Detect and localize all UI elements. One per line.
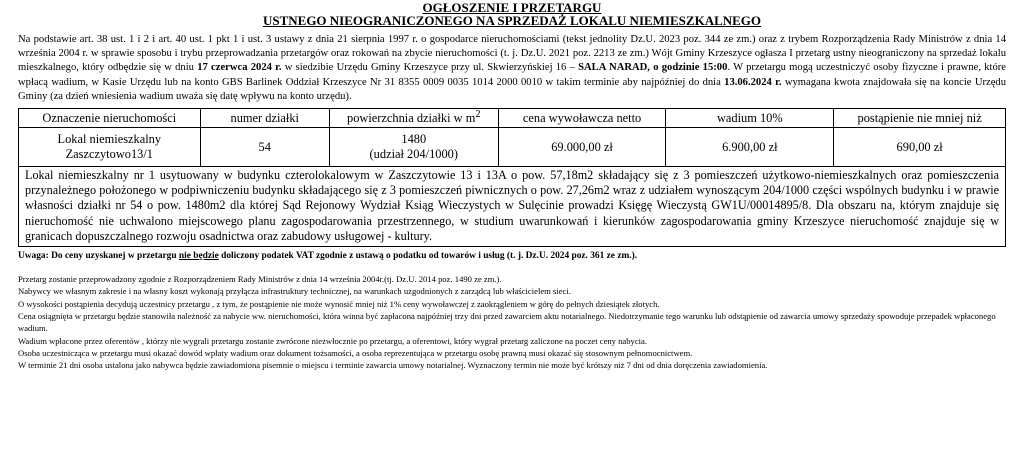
offer-table (18, 108, 1006, 167)
note-item: Nabywcy we własnym zakresie i na własny koszt wykonają przyłącza infrastruktury technicznej, na warunkach uzgodnionych z zarządcą lub właścicielem sieci. (18, 286, 571, 297)
intro-text-4: wymagana kwota znajdowała się na koncie Urzędu Gminy (za dzień wniesienia wadium uważa się datę wpływu na konto urzędu). (18, 76, 1006, 102)
header-plot-area-sup: 2 (475, 109, 481, 121)
announcement-page (0, 1, 1024, 458)
vat-warning-pre: Uwaga: Do ceny uzyskanej w przetargu (18, 251, 179, 262)
deposit-deadline: 13.06.2024 r. (724, 76, 782, 88)
cell-starting-price: 69.000,00 zł (498, 128, 666, 167)
cell-property (19, 128, 201, 167)
table-header-row (19, 109, 1006, 128)
intro-paragraph (18, 33, 1006, 104)
note-item: Przetarg zostanie przeprowadzony zgodnie z Rozporządzeniem Rady Ministrów z dnia 14 września 2004r.(tj. Dz.U. 2014 poz. 1490 ze zm.). (18, 274, 502, 285)
auction-place-time: SALA NARAD, o godzinie 15:00 (578, 62, 728, 74)
auction-date: 17 czerwca 2024 r. (197, 62, 282, 74)
intro-text-1: Na podstawie art. 38 ust. 1 i 2 i art. 40 ust. 1 pkt 1 i ust. 3 ustawy z dnia 21 sierpnia 1997 r. o gospodarce nieruchomościami (tekst jednolity Dz.U. 2023 poz. 344 ze zm.) oraz z trybem Rozporządzenia Rady Ministrów z dnia 14 września 2004 r. w sprawie sposobu i trybu przeprowadzania przetargów oraz rokowań na zbycie nieruchomości (t. j. Dz.U. 2021 poz. 2213 ze zm.) Wójt Gminy Krzeszyce ogłasza I przetarg ustny nieograniczony na sprzedaż lokalu mieszkalnego, który odbędzie się w dniu (18, 34, 1006, 74)
note-item: W terminie 21 dni osoba ustalona jako nabywca będzie zawiadomiona pisemnie o miejscu i terminie zawarcia umowy notarialnej. Wyznaczony termin nie może być krótszy niż 7 dni od dnia doręczenia zawiadomienia. (18, 360, 768, 371)
note-item: Osoba uczestnicząca w przetargu musi okazać dowód wpłaty wadium oraz dokument tożsamości, a osoba reprezentująca w przetargu osobę prawną musi okazać się stosownym pełnomocnictwem. (18, 347, 693, 358)
header-min-increment: postąpienie nie mniej niż (834, 109, 1006, 128)
intro-text-2: w siedzibie Urzędu Gminy Krzeszyce przy ul. Skwierzyńskiej 16 – (281, 62, 579, 74)
header-starting-price: cena wywoławcza netto (498, 109, 666, 128)
cell-plot-number: 54 (200, 128, 329, 167)
cell-plot-area (329, 128, 498, 167)
title-line-2: USTNEGO NIEOGRANICZONEGO NA SPRZEDAŻ LOKALU NIEMIESZKALNEGO (262, 13, 762, 28)
cell-property-line2: Zaszczytowo13/1 (65, 147, 153, 162)
cell-min-increment: 690,00 zł (834, 128, 1006, 167)
vat-warning (18, 250, 1006, 262)
header-property: Oznaczenie nieruchomości (19, 109, 201, 128)
auction-notes (18, 273, 1006, 371)
intro-text-3: . W przetargu mogą uczestniczyć osoby fizyczne i prawne, które wpłacą wadium, w Kasie Urzędu lub na konto GBS Barlinek Oddział Krzeszyce Nr 31 8355 0009 0035 1014 2000 0010 w takim terminie aby najpóźniej do dnia (18, 62, 1006, 88)
cell-plot-area-line2: (udział 204/1000) (369, 147, 458, 162)
vat-warning-underlined: nie będzie (178, 251, 219, 262)
cell-property-line1: Lokal niemieszkalny (57, 132, 162, 147)
note-item: Cena osiągnięta w przetargu będzie stanowiła należność za nabycie ww. nieruchomości, która winna być zapłacona najpóźniej trzy dni przed zawarciem aktu notarialnego. Niedotrzymanie tego warunku lub odstąpienie od zawarcia umowy sprzedaży spowoduje przepadek wpłaconego wadium. (18, 310, 996, 334)
note-item: Wadium wpłacone przez oferentów , którzy nie wygrali przetargu zostanie zwrócone niezwłocznie po przetargu, a oferentowi, który wygrał przetarg zaliczone na poczet ceny nabycia. (18, 335, 647, 346)
property-description: Lokal niemieszkalny nr 1 usytuowany w budynku czterolokalowym w Zaszczytowie 13 i 13A o pow. 57,18m2 składający się z 3 pomieszczeń użytkowo-niemieszkalnych oraz pomieszczenia przynależnego położonego w podpiwniczeniu budynku składającego się z 3 pomieszczeń piwnicznych o pow. 27,26m2 wraz z udziałem wynoszącym 204/1000 części wspólnych budynku i w prawie własności działki nr 54 o pow. 1480m2 dla której Sąd Rejonowy Wydział Ksiąg Wieczystych w Sulęcinie prowadzi Księgę Wieczystą GW1U/00014895/8. Dla obszaru na, którym znajduje się nieruchomość nie uchwalono miejscowego planu zagospodarowania przestrzennego, w studium uwarunkowań i kierunków zagospodarowania gminy Krzeszyce nieruchomość znajduje się w granicach dopuszczalnego rozwoju osadnictwa oraz zabudowy usługowej - kultury. (18, 167, 1006, 247)
table-row (19, 128, 1006, 167)
note-item: O wysokości postąpienia decydują uczestnicy przetargu , z tym, że postąpienie nie może wynosić mniej niż 1% ceny wywoławczej z zaokrągleniem w górę do pełnych dziesiątek złotych. (18, 298, 660, 309)
title-line-1: OGŁOSZENIE I PRZETARGU (422, 0, 602, 15)
header-plot-area-label: powierzchnia działki w m (347, 111, 476, 126)
vat-warning-post: doliczony podatek VAT zgodnie z ustawą o podatku od towarów i usług (t. j. Dz.U. 2024 poz. 361 ze zm.). (218, 251, 638, 262)
header-plot-number: numer działki (200, 109, 329, 128)
header-plot-area (329, 109, 498, 128)
cell-plot-area-line1: 1480 (401, 132, 427, 147)
header-deposit: wadium 10% (666, 109, 834, 128)
cell-deposit: 6.900,00 zł (666, 128, 834, 167)
